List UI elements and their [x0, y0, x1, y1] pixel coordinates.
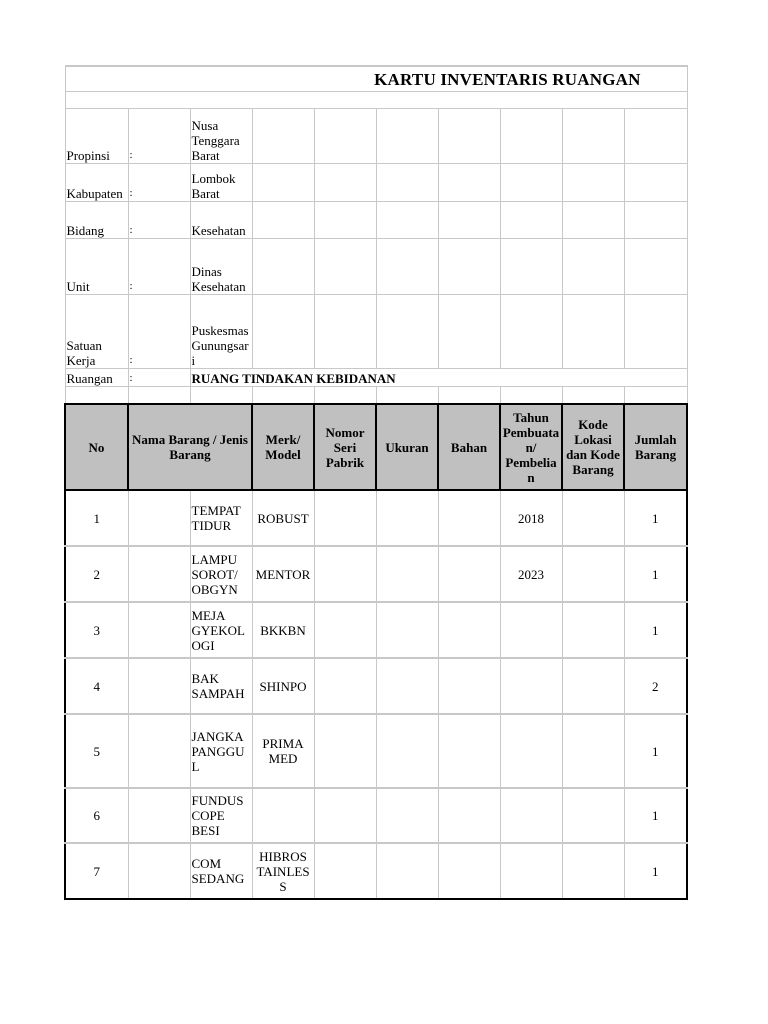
table-row [65, 546, 687, 602]
info-value: Nusa Tenggara Barat [190, 109, 252, 164]
table-row [65, 788, 687, 843]
cell-kode [562, 843, 624, 899]
cell-merk [252, 788, 314, 843]
info-label: Satuan Kerja [65, 295, 128, 369]
page-title: KARTU INVENTARIS RUANGAN [65, 66, 687, 92]
cell-merk: SHINPO [252, 658, 314, 714]
cell-merk: PRIMA MED [252, 714, 314, 788]
cell-nama [128, 546, 190, 602]
col-header-bahan: Bahan [438, 404, 500, 490]
info-colon: : [128, 109, 190, 164]
cell-nomor-seri [314, 788, 376, 843]
cell-ukuran [376, 602, 438, 658]
cell-tahun [500, 714, 562, 788]
cell-kode [562, 788, 624, 843]
cell-jumlah: 1 [624, 714, 687, 788]
cell-kode [562, 546, 624, 602]
cell-merk: BKKBN [252, 602, 314, 658]
cell-ukuran [376, 788, 438, 843]
table-row [65, 714, 687, 788]
info-colon: : [128, 369, 190, 387]
info-label: Kabupaten [65, 164, 128, 202]
table-row [65, 602, 687, 658]
cell-no: 4 [65, 658, 128, 714]
info-row-kabupaten [65, 164, 687, 202]
info-value-ruangan: RUANG TINDAKAN KEBIDANAN [190, 369, 687, 387]
cell-nomor-seri [314, 546, 376, 602]
cell-barang: MEJA GYEKOLOGI [190, 602, 252, 658]
cell-ukuran [376, 546, 438, 602]
col-header-merk: Merk/ Model [252, 404, 314, 490]
table-row [65, 843, 687, 899]
cell-tahun [500, 788, 562, 843]
info-row-satuan-kerja [65, 295, 687, 369]
cell-nama [128, 602, 190, 658]
info-value: Dinas Kesehatan [190, 239, 252, 295]
cell-barang: COM SEDANG [190, 843, 252, 899]
cell-barang: FUNDUS COPE BESI [190, 788, 252, 843]
cell-tahun [500, 843, 562, 899]
info-row-propinsi [65, 109, 687, 164]
info-label: Propinsi [65, 109, 128, 164]
cell-no: 1 [65, 490, 128, 546]
cell-bahan [438, 490, 500, 546]
info-colon: : [128, 295, 190, 369]
cell-jumlah: 1 [624, 490, 687, 546]
table-row [65, 658, 687, 714]
cell-nama [128, 843, 190, 899]
table-body [65, 490, 687, 899]
cell-nama [128, 658, 190, 714]
col-header-no: No [65, 404, 128, 490]
cell-bahan [438, 602, 500, 658]
col-header-jumlah: Jumlah Barang [624, 404, 687, 490]
cell-merk: ROBUST [252, 490, 314, 546]
cell-merk: HIBROS TAINLESS [252, 843, 314, 899]
cell-ukuran [376, 843, 438, 899]
cell-tahun: 2023 [500, 546, 562, 602]
info-row-ruangan [65, 369, 687, 387]
cell-tahun [500, 602, 562, 658]
info-row-bidang [65, 202, 687, 239]
info-label: Ruangan [65, 369, 128, 387]
cell-ukuran [376, 490, 438, 546]
info-value: Lombok Barat [190, 164, 252, 202]
cell-kode [562, 714, 624, 788]
cell-jumlah: 1 [624, 843, 687, 899]
col-header-ukuran: Ukuran [376, 404, 438, 490]
cell-no: 3 [65, 602, 128, 658]
cell-ukuran [376, 714, 438, 788]
spacer-row [65, 92, 687, 109]
cell-nomor-seri [314, 658, 376, 714]
cell-nomor-seri [314, 714, 376, 788]
cell-barang: TEMPAT TIDUR [190, 490, 252, 546]
cell-jumlah: 2 [624, 658, 687, 714]
cell-kode [562, 490, 624, 546]
cell-ukuran [376, 658, 438, 714]
cell-jumlah: 1 [624, 602, 687, 658]
col-header-kode: Kode Lokasi dan Kode Barang [562, 404, 624, 490]
table-header-row [65, 404, 687, 490]
inventory-table [64, 65, 688, 900]
cell-nomor-seri [314, 602, 376, 658]
cell-bahan [438, 714, 500, 788]
table-row [65, 490, 687, 546]
cell-nama [128, 788, 190, 843]
info-label: Unit [65, 239, 128, 295]
cell-nama [128, 714, 190, 788]
info-label: Bidang [65, 202, 128, 239]
info-colon: : [128, 202, 190, 239]
cell-no: 5 [65, 714, 128, 788]
info-value: Kesehatan [190, 202, 252, 239]
cell-jumlah: 1 [624, 788, 687, 843]
cell-bahan [438, 843, 500, 899]
cell-barang: LAMPU SOROT/ OBGYN [190, 546, 252, 602]
col-header-tahun: Tahun Pembuatan/ Pembelian [500, 404, 562, 490]
info-colon: : [128, 239, 190, 295]
cell-no: 6 [65, 788, 128, 843]
cell-bahan [438, 658, 500, 714]
info-row-unit [65, 239, 687, 295]
cell-no: 7 [65, 843, 128, 899]
cell-bahan [438, 788, 500, 843]
col-header-nama-barang: Nama Barang / Jenis Barang [128, 404, 252, 490]
cell-bahan [438, 546, 500, 602]
cell-kode [562, 658, 624, 714]
col-header-nomor-seri: Nomor Seri Pabrik [314, 404, 376, 490]
cell-barang: JANGKA PANGGUL [190, 714, 252, 788]
cell-nama [128, 490, 190, 546]
cell-no: 2 [65, 546, 128, 602]
cell-kode [562, 602, 624, 658]
info-value: Puskesmas Gunungsari [190, 295, 252, 369]
cell-barang: BAK SAMPAH [190, 658, 252, 714]
cell-tahun [500, 658, 562, 714]
cell-nomor-seri [314, 490, 376, 546]
inventory-sheet [64, 65, 686, 900]
cell-jumlah: 1 [624, 546, 687, 602]
cell-nomor-seri [314, 843, 376, 899]
cell-merk: MENTOR [252, 546, 314, 602]
cell-tahun: 2018 [500, 490, 562, 546]
info-colon: : [128, 164, 190, 202]
